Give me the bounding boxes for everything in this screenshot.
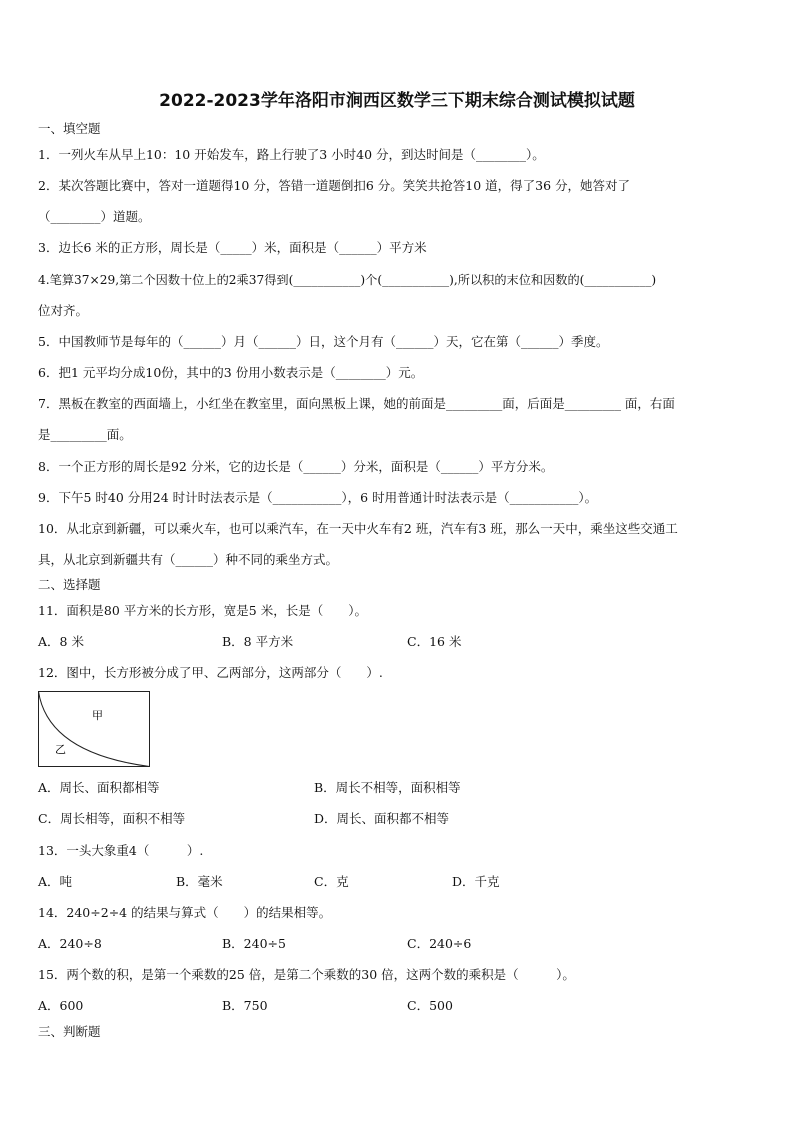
question-12: 12．图中，长方形被分成了甲、乙两部分，这两部分（ ）. xyxy=(38,665,383,680)
question-7-line-2: 是_________面。 xyxy=(38,427,132,442)
q11-option-b: B．8 平方米 xyxy=(222,634,294,649)
section-true-false: 三、判断题 xyxy=(38,1024,101,1039)
q15-option-c: C．500 xyxy=(407,998,453,1013)
question-2-line-1: 2．某次答题比赛中，答对一道题得10 分，答错一道题倒扣6 分。笑笑共抢答10 道，得了36 分，她答对了 xyxy=(38,178,631,193)
section-fill-blank: 一、填空题 xyxy=(38,121,101,136)
q13-option-b: B．毫米 xyxy=(176,874,223,889)
q13-option-c: C．克 xyxy=(314,874,349,889)
q11-option-c: C．16 米 xyxy=(407,634,462,649)
question-15: 15．两个数的积，是第一个乘数的25 倍，是第二个乘数的30 倍，这两个数的乘积是（ ）。 xyxy=(38,967,575,982)
question-1: 1．一列火车从早上10：10 开始发车，路上行驶了3 小时40 分，到达时间是（________）。 xyxy=(38,147,545,162)
q15-option-a: A．600 xyxy=(38,998,84,1013)
page-title: 2022-2023学年洛阳市涧西区数学三下期末综合测试模拟试题 xyxy=(159,91,635,111)
q12-option-d: D．周长、面积都不相等 xyxy=(314,811,450,826)
question-14: 14．240÷2÷4 的结果与算式（ ）的结果相等。 xyxy=(38,905,332,920)
q14-option-b: B．240÷5 xyxy=(222,936,286,951)
question-9: 9．下午5 时40 分用24 时计时法表示是（___________），6 时用普通计时法表示是（___________）。 xyxy=(38,490,598,505)
section-multiple-choice: 二、选择题 xyxy=(38,577,101,592)
rectangle-split-figure xyxy=(38,691,150,767)
q12-option-b: B．周长不相等，面积相等 xyxy=(314,780,461,795)
q14-option-c: C．240÷6 xyxy=(407,936,472,951)
figure-label-jia: 甲 xyxy=(92,709,103,722)
question-4-line-2: 位对齐。 xyxy=(38,303,89,318)
question-2-line-2: （________）道题。 xyxy=(38,209,151,224)
question-10-line-1: 10．从北京到新疆，可以乘火车，也可以乘汽车，在一天中火车有2 班，汽车有3 班，那么一天中，乘坐这些交通工 xyxy=(38,521,678,536)
q12-option-c: C．周长相等，面积不相等 xyxy=(38,811,186,826)
question-11: 11．面积是80 平方米的长方形，宽是5 米，长是（ ）。 xyxy=(38,603,367,618)
question-5: 5．中国教师节是每年的（______）月（______）日，这个月有（______）天，它在第（______）季度。 xyxy=(38,334,609,349)
q12-option-a: A．周长、面积都相等 xyxy=(38,780,160,795)
q14-option-a: A．240÷8 xyxy=(38,936,102,951)
question-8: 8．一个正方形的周长是92 分米，它的边长是（______）分米，面积是（______）平方分米。 xyxy=(38,459,554,474)
figure-label-yi: 乙 xyxy=(55,743,66,756)
q15-option-b: B．750 xyxy=(222,998,268,1013)
question-7-line-1: 7．黑板在教室的西面墙上，小红坐在教室里，面向黑板上课，她的前面是_________面，后面是_________ 面，右面 xyxy=(38,396,675,411)
q13-option-a: A．吨 xyxy=(38,874,73,889)
question-13: 13．一头大象重4（ ）. xyxy=(38,843,204,858)
question-3: 3．边长6 米的正方形，周长是（_____）米，面积是（______）平方米 xyxy=(38,240,427,255)
question-6: 6．把1 元平均分成10份，其中的3 份用小数表示是（________）元。 xyxy=(38,365,424,380)
question-4-line-1: 4.笔算37×29,第二个因数十位上的2乘37得到(___________)个(___________),所以积的末位和因数的(___________) xyxy=(38,273,657,287)
question-10-line-2: 具，从北京到新疆共有（______）种不同的乘坐方式。 xyxy=(38,552,339,567)
q11-option-a: A．8 米 xyxy=(38,634,84,649)
q13-option-d: D．千克 xyxy=(452,874,500,889)
